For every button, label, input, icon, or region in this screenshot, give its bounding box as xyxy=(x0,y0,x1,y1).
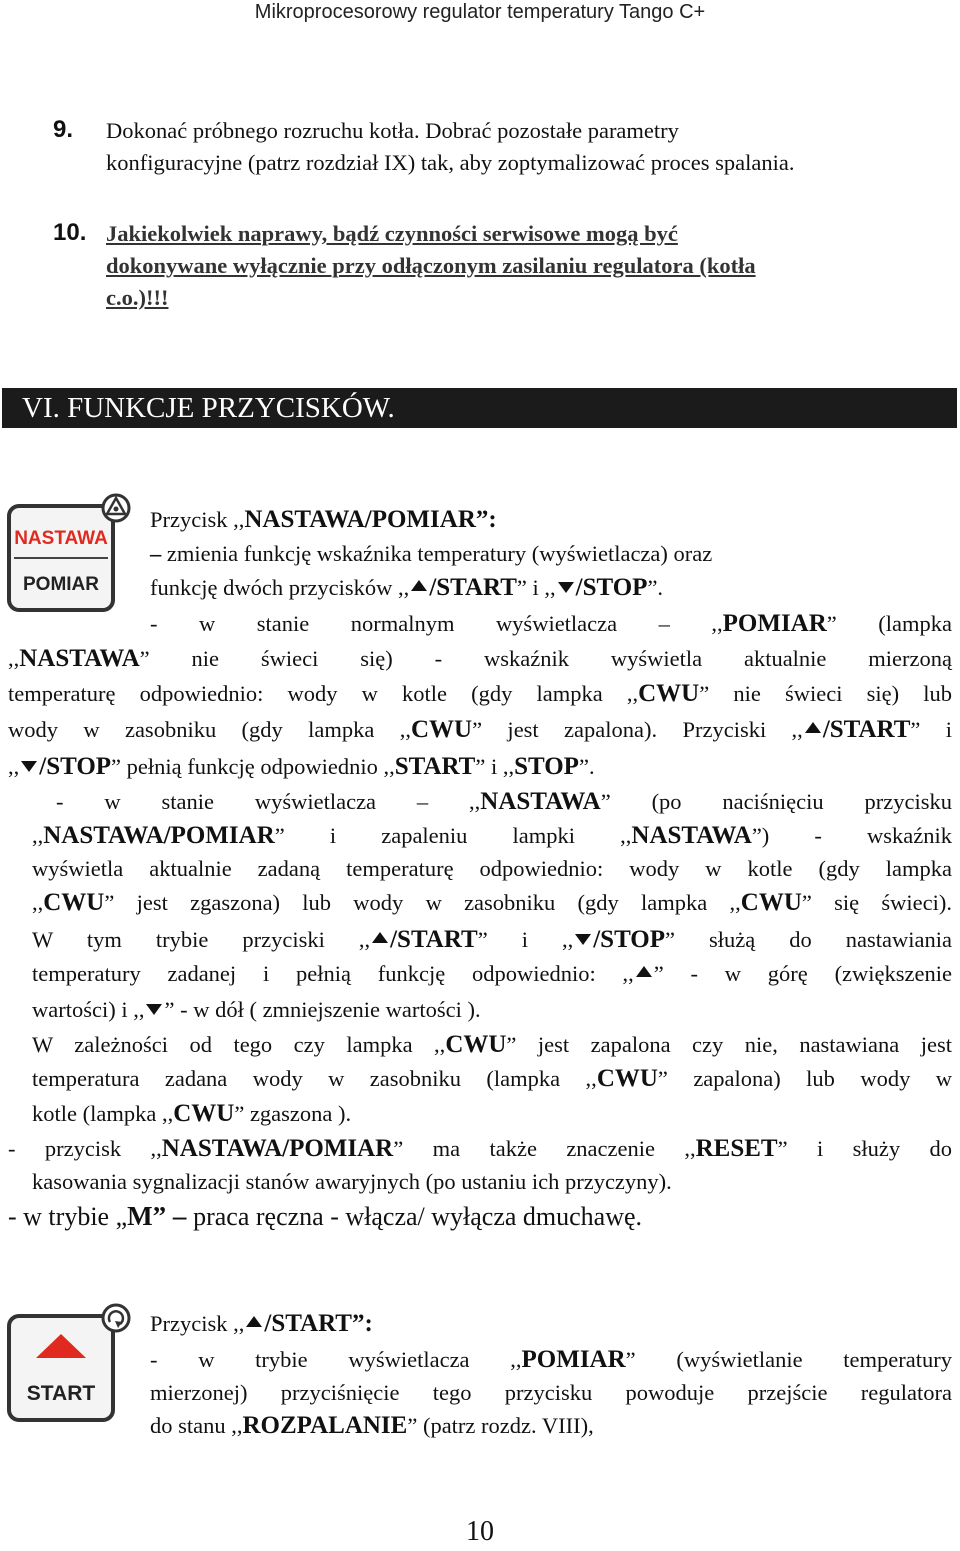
arrow-up-icon xyxy=(636,966,652,977)
item-10-line-2: dokonywane wyłącznie przy odłączonym zasilaniu regulatora (kotła xyxy=(106,253,756,278)
s2-line-d: do stanu ,,ROZPALANIE” (patrz rozdz. VIII), xyxy=(150,1412,594,1439)
nastawa-pomiar-button-image xyxy=(6,492,132,614)
start-button-image xyxy=(6,1302,132,1424)
arrow-up-icon xyxy=(246,1316,262,1327)
s1-line-c: funkcję dwóch przycisków ,, /START” i ,, /STOP”. xyxy=(150,574,664,601)
refresh-icon xyxy=(103,1305,129,1331)
s1-line-e: ,,NASTAWA” nie świeci się) - wskaźnik wyświetla aktualnie mierzoną xyxy=(8,645,952,672)
arrow-down-icon xyxy=(146,1004,162,1015)
s1-line-d: - w stanie normalnym wyświetlacza – ,,POMIAR” (lampka xyxy=(150,610,952,637)
item-9-line-2: konfiguracyjne (patrz rozdział IX) tak, aby zoptymalizować proces spalania. xyxy=(106,150,795,175)
s1-line-l: wyświetla aktualnie zadaną temperaturę odpowiednio: wody w kotle (gdy lampka xyxy=(32,856,952,881)
pomiar-label: POMIAR xyxy=(23,574,99,595)
arrow-up-icon xyxy=(372,932,388,943)
item-10-line-1: Jakiekolwiek naprawy, bądź czynności serwisowe mogą być xyxy=(106,221,678,246)
section-title: VI. FUNKCJE PRZYCISKÓW. xyxy=(22,392,395,424)
nastawa-label: NASTAWA xyxy=(14,528,108,549)
item-10-number: 10. xyxy=(53,219,87,246)
s1-line-r: temperatura zadana wody w zasobniku (lampka ,,CWU” zapalona) lub wody w xyxy=(32,1065,952,1092)
s1-line-g: wody w zasobniku (gdy lampka ,,CWU” jest zapalona). Przyciski ,, /START” i xyxy=(8,716,952,743)
arrow-down-icon xyxy=(558,582,574,593)
start-label: START xyxy=(26,1382,96,1405)
s1-line-p: wartości) i ,, ” - w dół ( zmniejszenie wartości ). xyxy=(32,997,481,1022)
page-number: 10 xyxy=(466,1516,494,1547)
arrow-down-icon xyxy=(575,934,591,945)
item-9-line-1: Dokonać próbnego rozruchu kotła. Dobrać pozostałe parametry xyxy=(106,118,679,143)
s1-line-o: temperatury zadanej i pełnią funkcję odpowiednio: ,, ” - w górę (zwiększenie xyxy=(32,961,952,986)
arrow-up-icon xyxy=(411,580,427,591)
s1-line-a: Przycisk ,,NASTAWA/POMIAR”: xyxy=(150,506,497,533)
s1-line-h: ,, /STOP” pełnią funkcję odpowiednio ,,START” i ,,STOP”. xyxy=(8,753,595,780)
s2-line-a: Przycisk ,, /START”: xyxy=(150,1310,373,1337)
arrow-down-icon xyxy=(21,761,37,772)
s2-line-c: mierzonej) przyciśnięcie tego przycisku powoduje przejście regulatora xyxy=(150,1380,952,1405)
s1-line-b: – zmienia funkcję wskaźnika temperatury (wyświetlacza) oraz xyxy=(150,541,713,566)
s1-line-k: ,,NASTAWA/POMIAR” i zapaleniu lampki ,,NASTAWA”) - wskaźnik xyxy=(32,822,952,849)
reset-warning-icon xyxy=(103,495,129,521)
s1-line-q: W zależności od tego czy lampka ,,CWU” jest zapalona czy nie, nastawiana jest xyxy=(32,1031,952,1058)
page-header: Mikroprocesorowy regulator temperatury Tango C+ xyxy=(254,1,706,23)
s1-line-m: ,,CWU” jest zgaszona) lub wody w zasobniku (gdy lampka ,,CWU” się świeci). xyxy=(32,889,952,916)
s1-line-f: temperaturę odpowiednio: wody w kotle (gdy lampka ,,CWU” nie świeci się) lub xyxy=(8,680,952,707)
s1-line-v: - w trybie „M” – praca ręczna - włącza/ wyłącza dmuchawę. xyxy=(8,1201,643,1231)
s2-line-b: - w trybie wyświetlacza ,,POMIAR” (wyświetlanie temperatury xyxy=(150,1346,952,1373)
item-10-line-3: c.o.)!!! xyxy=(106,285,169,310)
s1-line-u: kasowania sygnalizacji stanów awaryjnych (po ustaniu ich przyczyny). xyxy=(32,1169,672,1194)
s1-line-s: kotle (lampka ,,CWU” zgaszona ). xyxy=(32,1100,352,1127)
s1-line-n: W tym trybie przyciski ,, /START” i ,, /STOP” służą do nastawiania xyxy=(32,926,952,953)
section-title-bar xyxy=(2,388,957,428)
s1-line-i: - w stanie wyświetlacza – ,,NASTAWA” (po naciśnięciu przycisku xyxy=(56,788,952,815)
s1-line-t: - przycisk ,,NASTAWA/POMIAR” ma także znaczenie ,,RESET” i służy do xyxy=(8,1135,952,1162)
item-9-number: 9. xyxy=(53,116,74,143)
arrow-up-icon xyxy=(805,722,821,733)
